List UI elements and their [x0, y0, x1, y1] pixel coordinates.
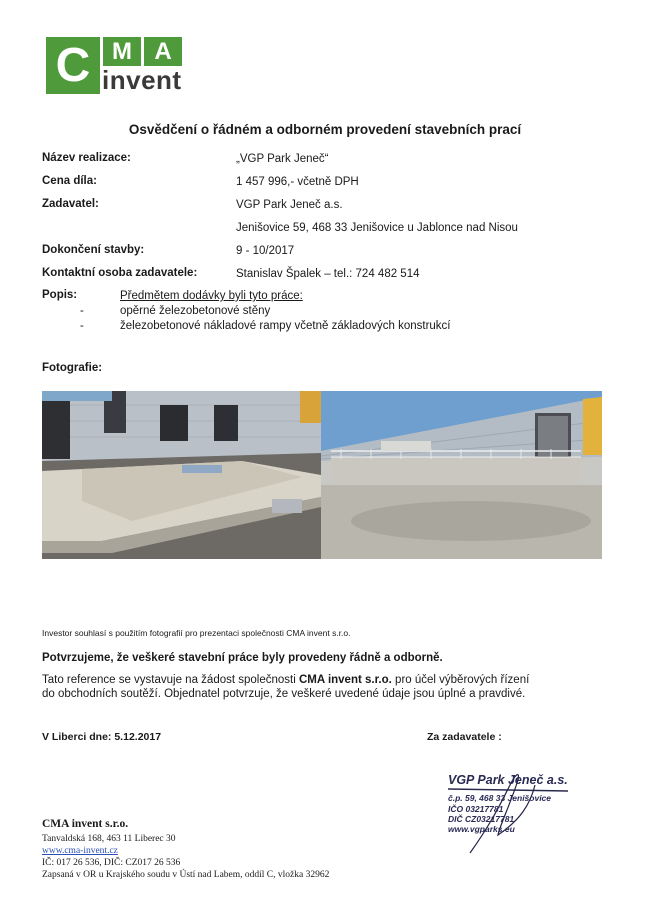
field-label-nazev: Název realizace: — [42, 152, 131, 164]
field-value-zadavatel: VGP Park Jeneč a.s. — [236, 199, 343, 211]
date-place: V Liberci dne: 5.12.2017 — [42, 731, 162, 743]
footer-ids: IČ: 017 26 536, DIČ: CZ017 26 536 — [42, 858, 181, 868]
field-label-kontakt: Kontaktní osoba zadavatele: — [42, 267, 198, 279]
reference-prefix: Tato reference se vystavuje na žádost společnosti — [42, 674, 299, 686]
field-value-cena: 1 457 996,- včetně DPH — [236, 176, 359, 188]
field-label-dokonceni: Dokončení stavby: — [42, 244, 145, 256]
stamp-address: č.p. 59, 468 33 Jenišovice — [448, 793, 552, 803]
field-value-kontakt: Stanislav Špalek – tel.: 724 482 514 — [236, 268, 420, 280]
popis-label: Popis: — [42, 289, 78, 301]
photo-loading-ramp — [321, 391, 602, 559]
stamp-ico: IČO 03217781 — [448, 804, 504, 814]
field-value-zadavatel-address: Jenišovice 59, 468 33 Jenišovice u Jablonce nad Nisou — [236, 222, 518, 234]
popis-item-1: opěrné železobetonové stěny — [120, 305, 271, 317]
company-stamp-signature — [440, 765, 590, 855]
field-label-cena: Cena díla: — [42, 175, 97, 187]
reference-paragraph — [42, 673, 529, 701]
footer-web-link[interactable]: www.cma-invent.cz — [42, 846, 118, 856]
footer-company: CMA invent s.r.o. — [42, 818, 129, 830]
popis-dash-1: - — [80, 305, 84, 317]
logo-word: invent — [102, 65, 182, 95]
popis-dash-2: - — [80, 320, 84, 332]
photo-retaining-walls — [42, 391, 321, 559]
stamp-web: www.vgparks.eu — [448, 824, 515, 834]
logo-letter-c: C — [46, 37, 100, 94]
footer-register: Zapsaná v OR u Krajského soudu v Ústí nad Labem, oddíl C, vložka 32962 — [42, 870, 330, 880]
document-title: Osvědčení o řádném a odborném provedení stavebních prací — [128, 122, 522, 137]
za-zadavatele-label: Za zadavatele : — [427, 731, 502, 743]
stamp-name: VGP Park Jeneč a.s. — [448, 773, 568, 787]
field-label-zadavatel: Zadavatel: — [42, 198, 99, 210]
photo-consent-note: Investor souhlasí s použitím fotografií pro prezentaci společnosti CMA invent s.r.o. — [42, 628, 351, 638]
reference-company: CMA invent s.r.o. — [298, 674, 392, 686]
stamp-dic: DIČ CZ03217781 — [448, 814, 515, 824]
reference-suffix: pro účel výběrových řízení — [391, 674, 530, 686]
logo-letter-m: M — [103, 37, 141, 66]
popis-intro: Předmětem dodávky byli tyto práce: — [120, 290, 303, 302]
confirmation-statement: Potvrzujeme, že veškeré stavební práce byly provedeny řádně a odborně. — [42, 652, 443, 664]
logo-letter-a: A — [144, 37, 182, 66]
reference-line2: do obchodních soutěží. Objednatel potvrzuje, že veškeré uvedené údaje jsou úplné a pravdivé. — [42, 688, 526, 700]
footer-address: Tanvaldská 168, 463 11 Liberec 30 — [42, 834, 176, 844]
field-value-nazev: „VGP Park Jeneč“ — [236, 153, 329, 165]
fotografie-label: Fotografie: — [42, 362, 103, 374]
field-value-dokonceni: 9 - 10/2017 — [236, 245, 295, 257]
popis-item-2: železobetonové nákladové rampy včetně základových konstrukcí — [120, 320, 451, 332]
cma-invent-logo — [46, 37, 184, 94]
